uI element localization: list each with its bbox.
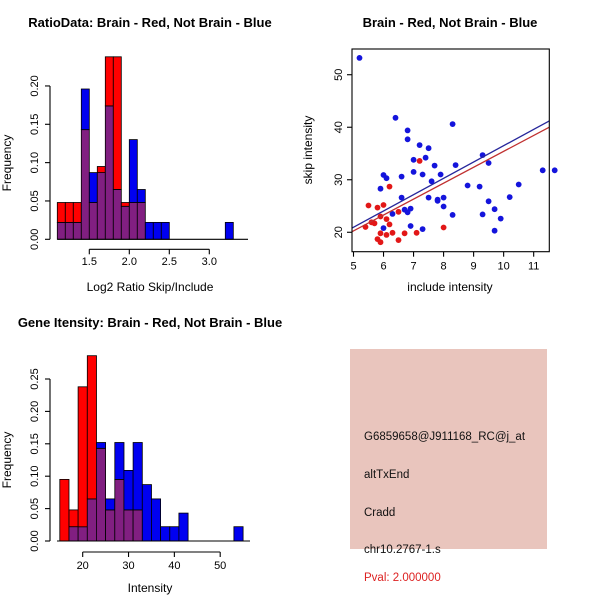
- overlap-bar: [115, 479, 124, 541]
- info-panel: [300, 300, 600, 600]
- red-bar: [87, 356, 96, 499]
- blue-point: [405, 136, 411, 142]
- plot-frame: [352, 49, 549, 252]
- red-point: [381, 202, 387, 208]
- blue-bar: [161, 527, 170, 541]
- probe-id: G6859658@J911168_RC@j_at: [364, 431, 526, 443]
- y-tick-label: 30: [333, 173, 345, 186]
- blue-point: [492, 206, 498, 212]
- red-point: [378, 239, 384, 245]
- red-bar: [78, 387, 87, 527]
- blue-bar: [145, 222, 153, 239]
- overlap-bar: [89, 203, 97, 240]
- y-tick-label: 0.05: [29, 190, 41, 212]
- x-tick-label: 30: [122, 560, 135, 572]
- red-bar: [121, 203, 129, 207]
- blue-point: [453, 162, 459, 168]
- gene-histogram-panel: [0, 300, 300, 600]
- overlap-bar: [57, 222, 65, 239]
- overlap-bar: [87, 499, 96, 541]
- genomic-region: chr10.2767-1.s: [364, 544, 441, 556]
- overlap-bar: [124, 510, 133, 541]
- blue-bar: [96, 443, 105, 449]
- pval: Pval: 2.000000: [364, 572, 441, 584]
- blue-point: [411, 157, 417, 163]
- x-tick-label: 8: [440, 260, 447, 273]
- blue-point: [378, 186, 384, 192]
- y-tick-label: 0.10: [29, 151, 41, 174]
- x-tick-label: 1.5: [81, 256, 97, 268]
- blue-bar: [153, 222, 161, 239]
- blue-point: [450, 212, 456, 218]
- blue-point: [423, 155, 429, 161]
- blue-point: [381, 225, 387, 231]
- blue-point: [426, 195, 432, 201]
- red-point: [441, 225, 447, 231]
- x-tick-label: 50: [214, 560, 227, 572]
- y-tick-label: 0.00: [29, 530, 41, 552]
- blue-point: [516, 182, 522, 188]
- blue-bar: [124, 470, 133, 510]
- x-axis-label: Intensity: [127, 581, 173, 595]
- blue-point: [540, 167, 546, 173]
- x-tick-label: 10: [497, 260, 510, 273]
- blue-bar: [115, 443, 124, 480]
- ratio-histogram-svg: [0, 0, 300, 300]
- blue-bar: [179, 513, 188, 541]
- red-point: [396, 237, 402, 243]
- overlap-bar: [121, 206, 129, 239]
- overlap-bar: [96, 448, 105, 541]
- y-tick-label: 40: [333, 121, 345, 134]
- blue-bar: [234, 527, 243, 541]
- panel-title: RatioData: Brain - Red, Not Brain - Blue: [28, 15, 272, 30]
- blue-bar: [151, 499, 160, 541]
- overlap-bar: [133, 510, 142, 541]
- blue-point: [408, 223, 414, 229]
- red-point: [390, 230, 396, 236]
- overlap-bar: [129, 203, 137, 240]
- y-axis-label: Frequency: [0, 134, 14, 192]
- blue-point: [420, 226, 426, 232]
- overlap-bar: [113, 190, 121, 240]
- gene-histogram-svg: [0, 300, 300, 600]
- y-axis-label: Frequency: [0, 431, 14, 489]
- red-point: [402, 230, 408, 236]
- overlap-bar: [106, 510, 115, 541]
- overlap-bar: [137, 203, 145, 240]
- histogram-bars: [57, 57, 233, 240]
- red-point: [375, 205, 381, 211]
- overlap-bar: [97, 173, 105, 240]
- blue-bar: [133, 443, 142, 510]
- blue-point: [384, 175, 390, 181]
- gene-symbol: Cradd: [364, 507, 396, 519]
- y-tick-label: 0.10: [29, 465, 41, 487]
- red-bar: [65, 203, 73, 223]
- blue-point: [438, 172, 444, 178]
- red-point: [396, 209, 402, 215]
- histogram-bars: [60, 356, 243, 541]
- red-point: [378, 230, 384, 236]
- red-point: [384, 232, 390, 238]
- x-tick-label: 6: [380, 260, 387, 273]
- y-tick-label: 0.00: [29, 228, 41, 251]
- y-tick-label: 0.15: [29, 113, 41, 136]
- splicing-event-type: altTxEnd: [364, 469, 410, 481]
- red-point: [366, 203, 372, 209]
- x-tick-label: 5: [350, 260, 357, 273]
- blue-bar: [106, 499, 115, 510]
- blue-bar: [137, 190, 145, 203]
- red-bar: [113, 57, 121, 190]
- blue-point: [399, 174, 405, 180]
- x-tick-label: 20: [76, 560, 89, 572]
- blue-point: [357, 55, 363, 61]
- panel-title: Gene Itensity: Brain - Red, Not Brain - Blue: [17, 315, 283, 330]
- red-point: [387, 222, 393, 228]
- blue-point: [486, 198, 492, 204]
- blue-bar: [81, 89, 89, 130]
- red-point: [387, 184, 393, 190]
- x-tick-label: 2.0: [121, 256, 137, 268]
- axes: [333, 49, 549, 273]
- blue-bar: [142, 485, 151, 541]
- axes: [29, 75, 248, 268]
- red-bar: [69, 510, 78, 527]
- panel-title: Brain - Red, Not Brain - Blue: [362, 15, 538, 30]
- overlap-bar: [105, 106, 113, 239]
- x-tick-label: 2.5: [161, 256, 177, 268]
- blue-point: [393, 115, 399, 121]
- blue-bar: [170, 527, 179, 541]
- blue-bar: [225, 222, 233, 239]
- overlap-bar: [81, 130, 89, 240]
- blue-bar: [129, 140, 137, 203]
- blue-point: [435, 197, 441, 203]
- x-tick-label: 3.0: [201, 256, 217, 268]
- blue-point: [507, 194, 513, 200]
- y-tick-label: 50: [333, 68, 345, 81]
- y-tick-label: 0.20: [29, 400, 41, 423]
- red-point: [414, 230, 420, 236]
- blue-point: [405, 209, 411, 215]
- red-point: [417, 158, 423, 164]
- blue-point: [498, 216, 504, 222]
- red-bar: [73, 203, 81, 223]
- y-tick-label: 0.05: [29, 497, 41, 520]
- scatter-points: [357, 55, 558, 245]
- x-tick-label: 40: [168, 560, 181, 572]
- red-bar: [60, 479, 69, 541]
- y-tick-label: 20: [333, 226, 345, 239]
- red-bar: [57, 203, 65, 223]
- scatter-panel: [300, 0, 600, 300]
- blue-point: [552, 167, 558, 173]
- ratio-histogram-panel: [0, 0, 300, 300]
- scatter-svg: [300, 0, 600, 300]
- red-bar: [97, 167, 105, 173]
- blue-point: [477, 184, 483, 190]
- blue-point: [441, 195, 447, 201]
- blue-bar: [161, 222, 169, 239]
- blue-point: [441, 204, 447, 210]
- overlap-bar: [65, 222, 73, 239]
- blue-point: [450, 121, 456, 127]
- overlap-bar: [69, 527, 78, 541]
- x-axis-label: include intensity: [407, 280, 493, 294]
- x-tick-label: 7: [410, 260, 417, 273]
- blue-point: [432, 163, 438, 169]
- red-bar: [105, 57, 113, 106]
- blue-bar: [89, 173, 97, 203]
- blue-point: [480, 212, 486, 218]
- blue-point: [411, 169, 417, 175]
- blue-point: [465, 183, 471, 189]
- blue-point: [417, 142, 423, 148]
- y-tick-label: 0.20: [29, 75, 41, 97]
- red-point: [384, 216, 390, 222]
- overlap-bar: [78, 527, 87, 541]
- y-tick-label: 0.15: [29, 433, 41, 455]
- blue-point: [420, 172, 426, 178]
- blue-point: [405, 127, 411, 133]
- y-tick-label: 0.25: [29, 368, 41, 390]
- probe-info-box: [350, 349, 547, 584]
- x-axis-label: Log2 Ratio Skip/Include: [86, 280, 214, 294]
- blue-point: [492, 228, 498, 234]
- overlap-bar: [73, 222, 81, 239]
- y-axis-label: skip intensity: [301, 115, 315, 185]
- x-tick-label: 9: [470, 260, 477, 273]
- blue-point: [426, 145, 432, 151]
- x-tick-label: 11: [527, 260, 540, 273]
